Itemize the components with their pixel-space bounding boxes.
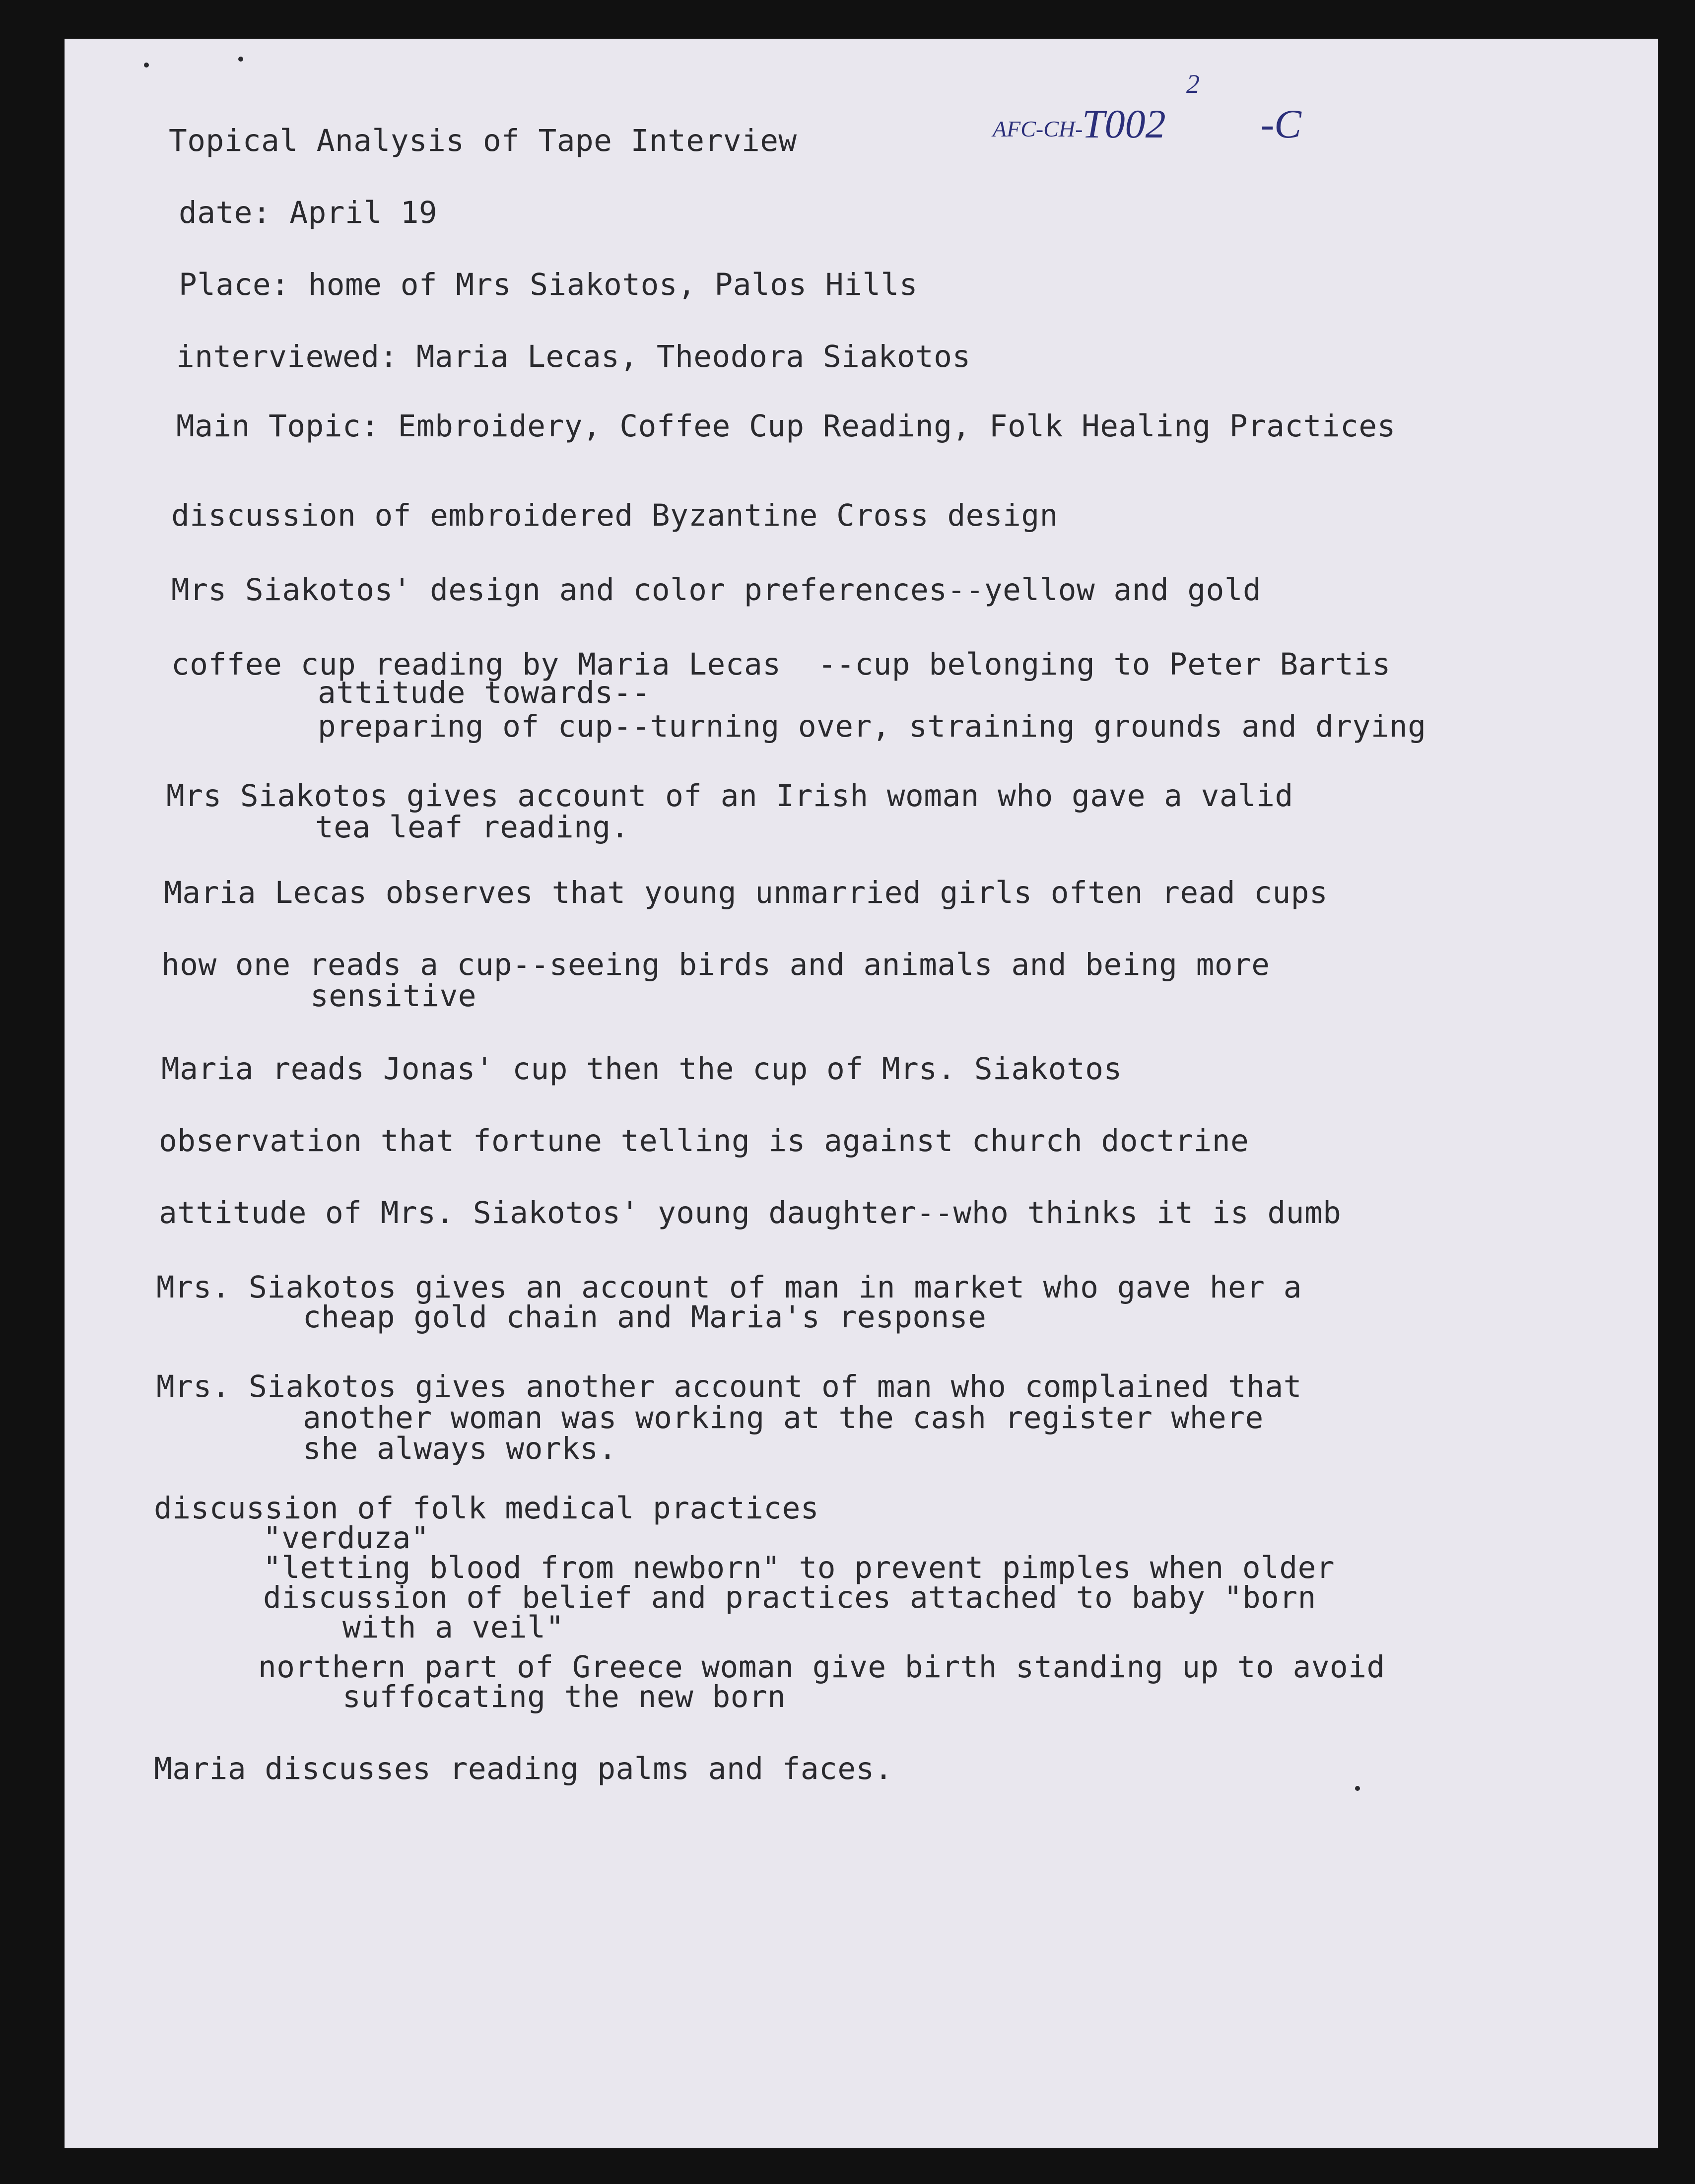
entry-line: sensitive [310, 978, 477, 1014]
interview-place: Place: home of Mrs Siakotos, Palos Hills [179, 267, 918, 302]
entry-line: "verduza" [263, 1520, 430, 1556]
entry-line: preparing of cup--turning over, straining grounds and drying [318, 709, 1426, 744]
catalog-main: T002 [1082, 101, 1166, 146]
entry-line: Mrs. Siakotos gives an account of man in market who gave her a [156, 1270, 1302, 1305]
entry-line: discussion of belief and practices attached to baby "born [263, 1580, 1316, 1615]
entry-line: "letting blood from newborn" to prevent pimples when older [263, 1550, 1335, 1585]
entry-line: she always works. [303, 1431, 617, 1466]
entry-line: Mrs Siakotos gives account of an Irish woman who gave a valid [166, 778, 1293, 814]
entry-line: discussion of folk medical practices [154, 1491, 819, 1526]
entry-line: Maria Lecas observes that young unmarried girls often read cups [164, 875, 1328, 910]
entry-line: with a veil" [342, 1610, 564, 1645]
entry-line: cheap gold chain and Maria's response [303, 1299, 987, 1335]
speck-mark [1355, 1786, 1360, 1791]
speck-mark [144, 63, 149, 68]
entry-line: attitude of Mrs. Siakotos' young daughter--who thinks it is dumb [159, 1195, 1342, 1230]
entry-line: Maria discusses reading palms and faces. [154, 1751, 893, 1786]
document-page [65, 39, 1658, 2148]
entry-line: Mrs. Siakotos gives another account of man who complained that [156, 1369, 1302, 1404]
entry-line: observation that fortune telling is against church doctrine [159, 1123, 1249, 1159]
interview-date: date: April 19 [179, 195, 438, 230]
entry-line: how one reads a cup--seeing birds and animals and being more [161, 947, 1270, 982]
entry-line: suffocating the new born [342, 1679, 786, 1714]
entry-line: another woman was working at the cash register where [303, 1400, 1264, 1435]
entry-line: Mrs Siakotos' design and color preferences--yellow and gold [171, 572, 1262, 608]
catalog-superscript: 2 [1186, 69, 1200, 99]
entry-line: attitude towards-- [318, 675, 651, 710]
catalog-suffix: -C [1261, 101, 1301, 146]
entry-line: Maria reads Jonas' cup then the cup of Mrs. Siakotos [161, 1051, 1122, 1087]
speck-mark [238, 57, 243, 62]
entry-line: northern part of Greece woman give birth standing up to avoid [258, 1649, 1385, 1685]
catalog-prefix: AFC-CH- [993, 116, 1083, 141]
entry-line: coffee cup reading by Maria Lecas --cup belonging to Peter Bartis [171, 647, 1391, 682]
entry-line: discussion of embroidered Byzantine Cross design [171, 498, 1058, 533]
main-topic: Main Topic: Embroidery, Coffee Cup Reading, Folk Healing Practices [176, 409, 1396, 444]
entry-line: tea leaf reading. [315, 810, 629, 845]
document-title: Topical Analysis of Tape Interview [169, 123, 797, 158]
interviewees: interviewed: Maria Lecas, Theodora Siakotos [176, 339, 971, 374]
